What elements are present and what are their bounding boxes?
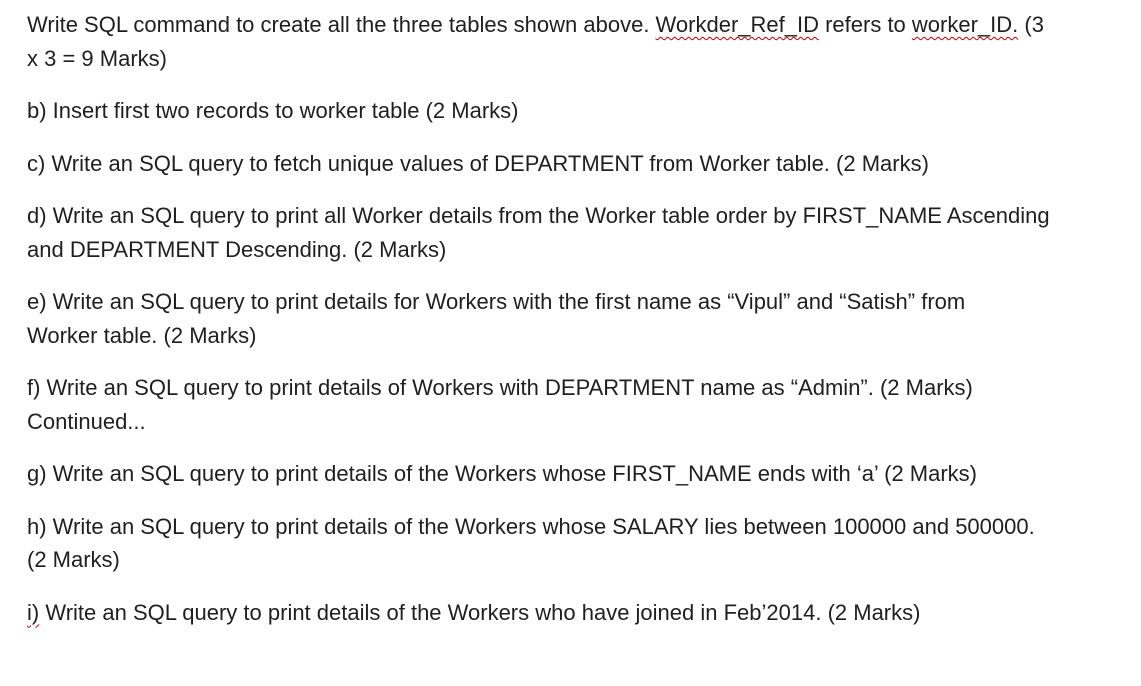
question-f-line-1: f) Write an SQL query to print details of Workers with DEPARTMENT name as “Admin”. (2 Marks) xyxy=(27,375,973,400)
question-h xyxy=(27,510,1132,577)
question-e-line-1: e) Write an SQL query to print details for Workers with the first name as “Vipul” and “Satish” from xyxy=(27,289,966,314)
question-a-text-start: Write SQL command to create all the three tables shown above. xyxy=(27,12,656,37)
document-page xyxy=(27,8,1132,648)
question-c xyxy=(27,147,1132,181)
question-a xyxy=(27,8,1132,75)
spellcheck-flagged-word[interactable]: Workder_Ref_ID xyxy=(655,12,819,37)
question-h-line-1: h) Write an SQL query to print details of the Workers whose SALARY lies between 100000 and 500000. xyxy=(27,513,1035,539)
question-i xyxy=(27,596,1132,630)
question-e xyxy=(27,285,1132,352)
question-a-line-1 xyxy=(27,8,1132,42)
question-g xyxy=(27,457,1132,491)
question-i-line-1 xyxy=(27,596,1132,630)
question-i-text: Write an SQL query to print details of the Workers who have joined in Feb’2014. (2 Marks) xyxy=(39,599,921,625)
question-f-continued: Continued... xyxy=(27,408,146,434)
question-a-text-middle: refers to xyxy=(818,12,912,37)
question-c-line-1: c) Write an SQL query to fetch unique values of DEPARTMENT from Worker table. (2 Marks) xyxy=(27,150,929,176)
question-d-line-2: and DEPARTMENT Descending. (2 Marks) xyxy=(27,236,447,262)
question-d xyxy=(27,199,1132,266)
question-b-line-1: b) Insert first two records to worker table (2 Marks) xyxy=(27,98,519,123)
question-h-line-2: (2 Marks) xyxy=(27,547,120,572)
question-f xyxy=(27,371,1132,438)
spellcheck-flagged-word[interactable]: worker_ID. xyxy=(911,12,1019,37)
question-b xyxy=(27,94,1132,128)
question-a-text-end: (3 xyxy=(1018,12,1044,37)
question-e-line-2: Worker table. (2 Marks) xyxy=(27,322,257,348)
question-d-line-1: d) Write an SQL query to print all Worker details from the Worker table order by FIRST_NAME Ascending xyxy=(27,203,1050,228)
question-g-line-1: g) Write an SQL query to print details of the Workers whose FIRST_NAME ends with ‘a’ (2 Marks) xyxy=(27,461,978,486)
question-a-line-2: x 3 = 9 Marks) xyxy=(27,45,167,71)
spellcheck-flagged-word[interactable]: i) xyxy=(27,599,40,625)
